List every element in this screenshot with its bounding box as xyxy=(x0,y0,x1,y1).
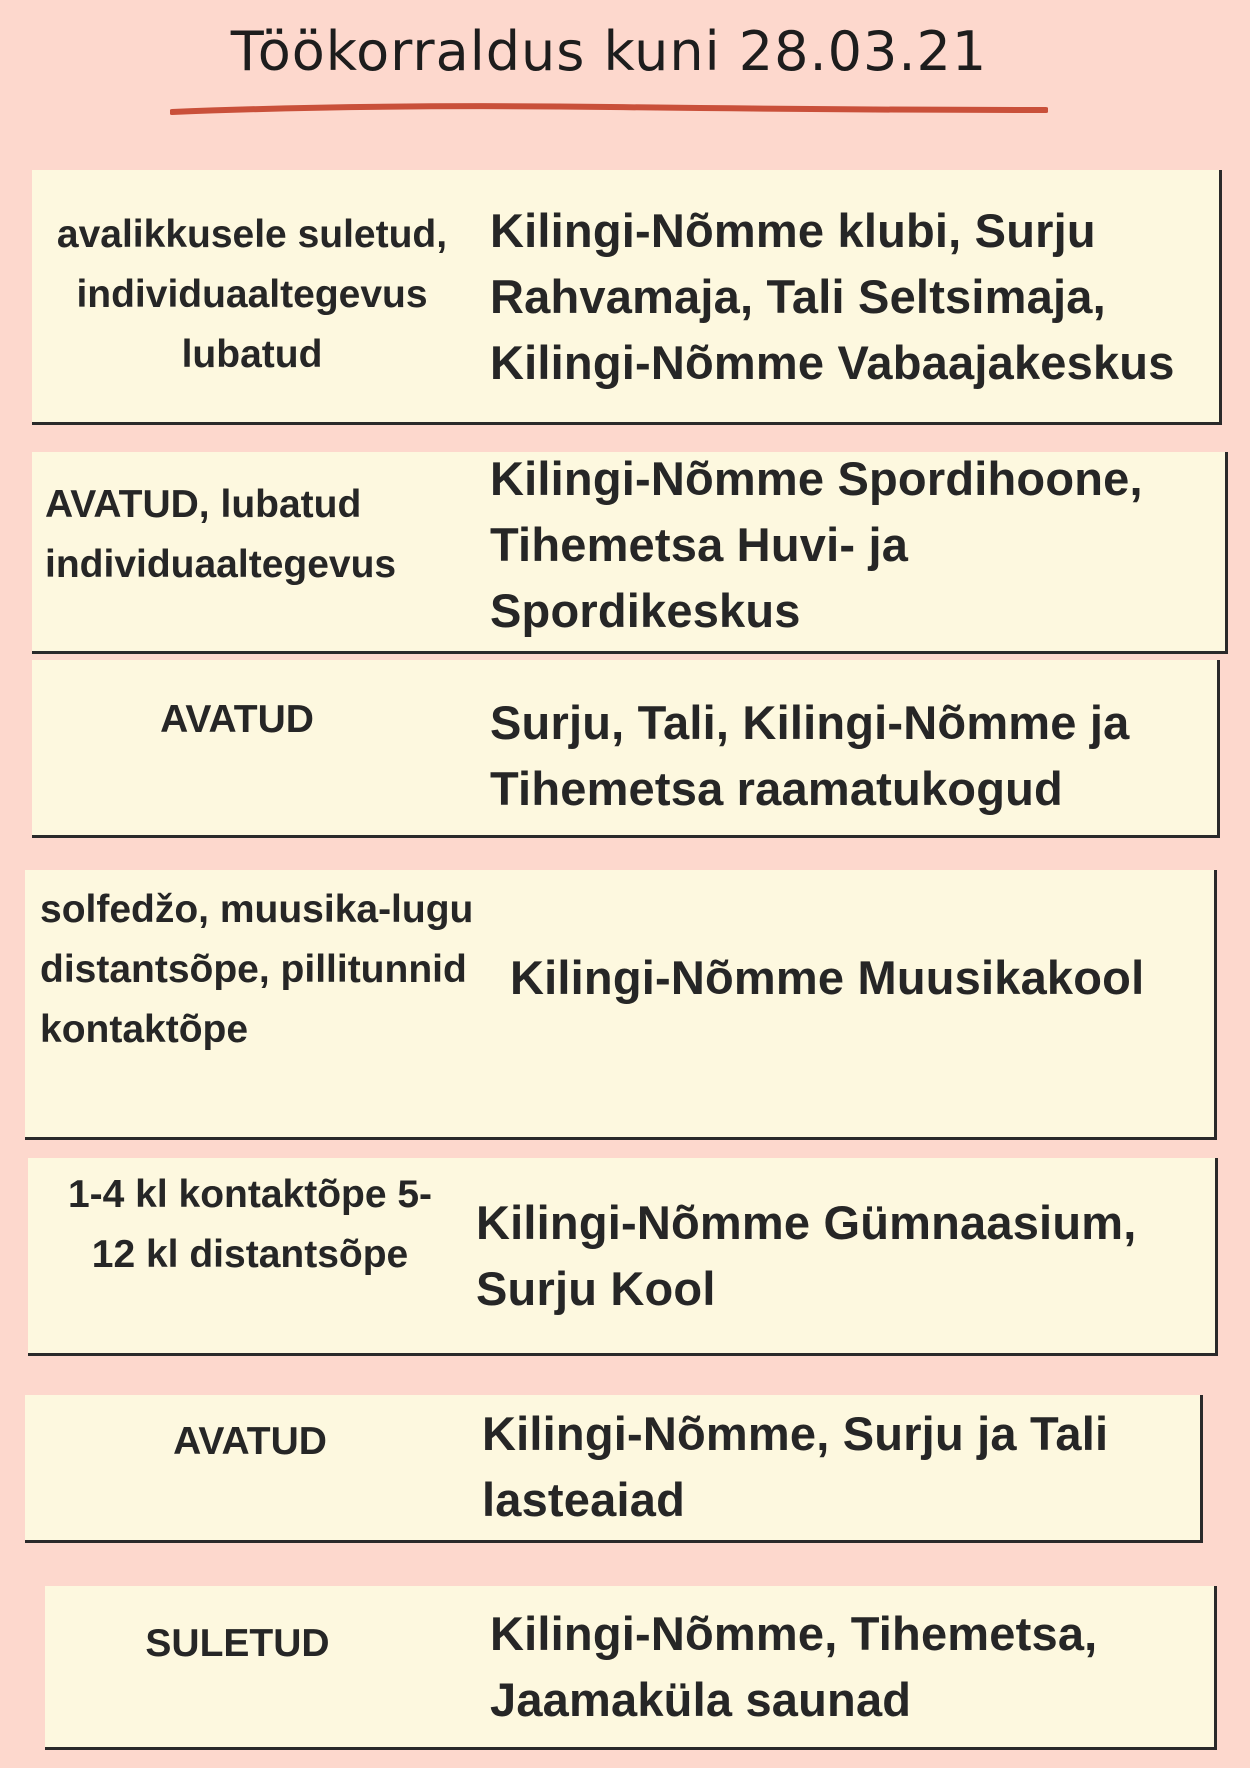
status-label: solfedžo, muusika-lugu distantsõpe, pillitunnid kontaktõpe xyxy=(40,888,474,1051)
location-list: Surju, Tali, Kilingi-Nõmme ja Tihemetsa raamatukogud xyxy=(490,696,1130,815)
location-list: Kilingi-Nõmme klubi, Surju Rahvamaja, Tali Seltsimaja, Kilingi-Nõmme Vabaajakeskus xyxy=(490,204,1175,389)
status-label: AVATUD xyxy=(173,1420,327,1463)
title-underline xyxy=(170,100,1048,120)
status-label: AVATUD, lubatud individuaaltegevus xyxy=(45,483,397,586)
status-label: SULETUD xyxy=(145,1622,330,1665)
status-label: avalikkusele suletud, individuaaltegevus lubatud xyxy=(56,213,448,376)
location-list: Kilingi-Nõmme Gümnaasium, Surju Kool xyxy=(476,1196,1137,1315)
location-list: Kilingi-Nõmme, Surju ja Tali lasteaiad xyxy=(482,1407,1109,1526)
location-list: Kilingi-Nõmme Muusikakool xyxy=(510,951,1145,1004)
status-label: 1-4 kl kontaktõpe 5-12 kl distantsõpe xyxy=(67,1173,433,1276)
status-label: AVATUD xyxy=(160,698,314,741)
location-list: Kilingi-Nõmme, Tihemetsa, Jaamaküla saunad xyxy=(490,1607,1098,1726)
location-list: Kilingi-Nõmme Spordihoone, Tihemetsa Huvi- ja Spordikeskus xyxy=(490,452,1143,637)
page-title: Töökorraldus kuni 28.03.21 xyxy=(230,20,988,83)
